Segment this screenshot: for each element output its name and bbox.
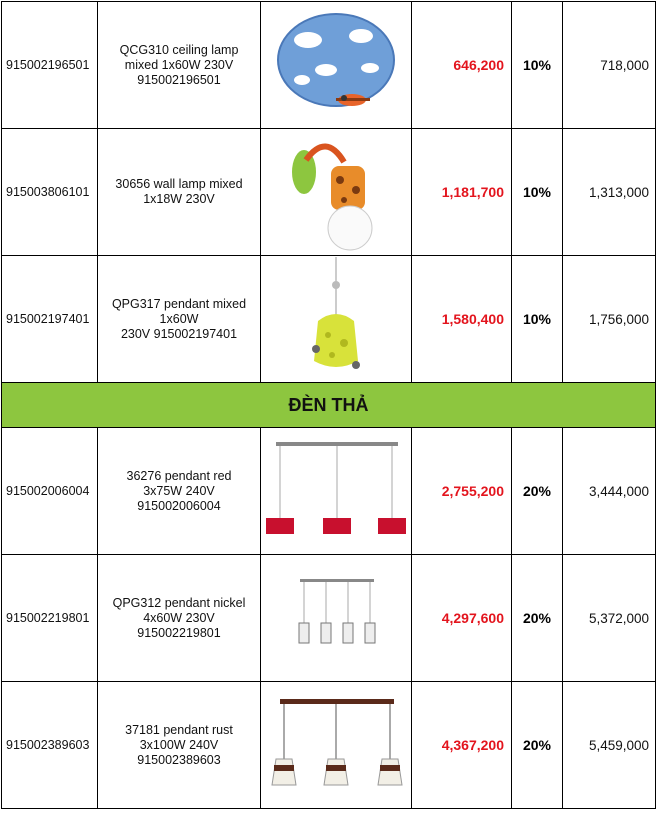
list-price: 5,372,000 bbox=[563, 555, 656, 682]
discount: 20% bbox=[512, 555, 563, 682]
discount: 20% bbox=[512, 682, 563, 809]
discount: 20% bbox=[512, 428, 563, 555]
product-code: 915003806101 bbox=[2, 129, 98, 256]
sale-price: 1,580,400 bbox=[412, 256, 512, 383]
price-list-table bbox=[1, 1, 656, 809]
sale-price: 2,755,200 bbox=[412, 428, 512, 555]
product-code: 915002197401 bbox=[2, 256, 98, 383]
sale-price: 4,297,600 bbox=[412, 555, 512, 682]
product-image bbox=[261, 428, 412, 555]
product-description: 37181 pendant rust 3x100W 240V 915002389603 bbox=[98, 682, 261, 809]
product-image bbox=[261, 555, 412, 682]
table-row bbox=[2, 2, 656, 129]
product-code: 915002196501 bbox=[2, 2, 98, 129]
table-row bbox=[2, 129, 656, 256]
product-description: QPG312 pendant nickel 4x60W 230V 915002219801 bbox=[98, 555, 261, 682]
list-price: 1,756,000 bbox=[563, 256, 656, 383]
product-image bbox=[261, 2, 412, 129]
list-price: 5,459,000 bbox=[563, 682, 656, 809]
sale-price: 4,367,200 bbox=[412, 682, 512, 809]
pendant-nickel-image bbox=[286, 573, 386, 663]
product-description: QCG310 ceiling lamp mixed 1x60W 230V 915002196501 bbox=[98, 2, 261, 129]
section-title: ĐÈN THẢ bbox=[2, 383, 656, 428]
product-code: 915002389603 bbox=[2, 682, 98, 809]
product-description: 30656 wall lamp mixed 1x18W 230V bbox=[98, 129, 261, 256]
pendant-rust-image bbox=[266, 689, 406, 801]
list-price: 1,313,000 bbox=[563, 129, 656, 256]
product-image bbox=[261, 682, 412, 809]
discount: 10% bbox=[512, 129, 563, 256]
pendant-lamp-image bbox=[286, 257, 386, 381]
ceiling-lamp-image bbox=[266, 10, 406, 120]
discount: 10% bbox=[512, 256, 563, 383]
product-description: 36276 pendant red 3x75W 240V 915002006004 bbox=[98, 428, 261, 555]
wall-lamp-image bbox=[276, 132, 396, 252]
product-image bbox=[261, 129, 412, 256]
list-price: 3,444,000 bbox=[563, 428, 656, 555]
table-row bbox=[2, 682, 656, 809]
pendant-red-image bbox=[262, 436, 410, 546]
discount: 10% bbox=[512, 2, 563, 129]
product-image bbox=[261, 256, 412, 383]
product-code: 915002219801 bbox=[2, 555, 98, 682]
list-price: 718,000 bbox=[563, 2, 656, 129]
table-row bbox=[2, 555, 656, 682]
sale-price: 646,200 bbox=[412, 2, 512, 129]
sale-price: 1,181,700 bbox=[412, 129, 512, 256]
product-description: QPG317 pendant mixed 1x60W 230V 915002197401 bbox=[98, 256, 261, 383]
table-row bbox=[2, 256, 656, 383]
section-header-row bbox=[2, 383, 656, 428]
table-row bbox=[2, 428, 656, 555]
product-code: 915002006004 bbox=[2, 428, 98, 555]
